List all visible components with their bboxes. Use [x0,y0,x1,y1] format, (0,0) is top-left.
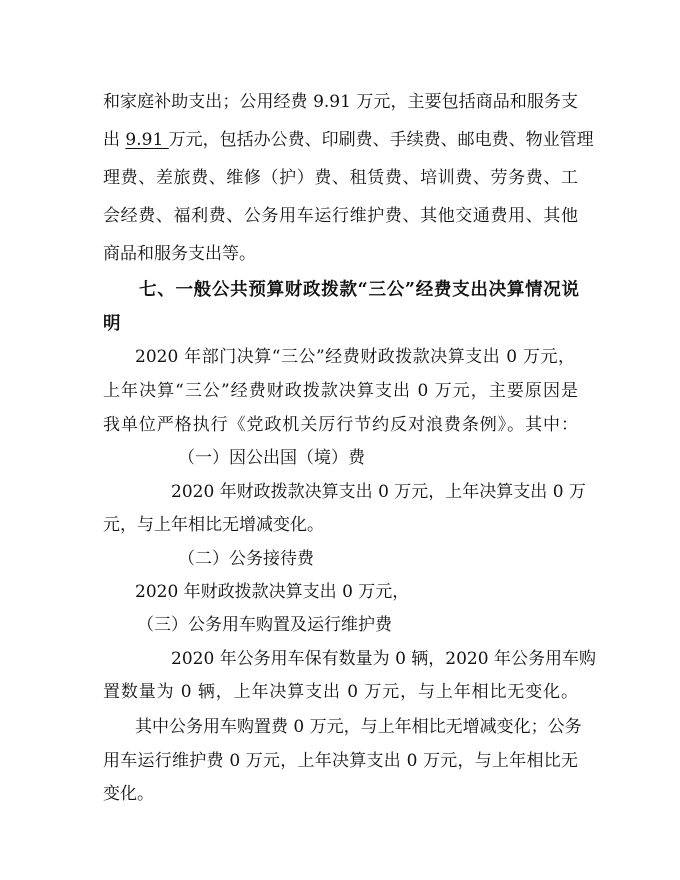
paragraph-line: 用车运行维护费 0 万元，上年决算支出 0 万元，与上年相比无 [103,751,578,771]
underlined-amount: 9.91 [125,130,169,150]
paragraph-line: 上年决算“三公”经费财政拨款决算支出 0 万元，主要原因是 [103,381,578,401]
paragraph-line: 其中公务用车购置费 0 万元，与上年相比无增减变化；公务 [135,717,582,737]
subsection-title: （二）公务接待费 [178,549,314,569]
paragraph-line: 置数量为 0 辆，上年决算支出 0 万元，与上年相比无变化。 [103,682,578,702]
paragraph-line: 2020 年公务用车保有数量为 0 辆，2020 年公务用车购 [171,649,596,669]
text-fragment: 出 [103,130,126,150]
subsection-title: （一）因公出国（境）费 [178,448,365,468]
subsection-title: （三）公务用车购置及运行维护费 [137,615,392,635]
paragraph-line: 和家庭补助支出；公用经费 9.91 万元，主要包括商品和服务支 [103,92,578,112]
paragraph-line [103,129,594,151]
paragraph-line: 商品和服务支出等。 [103,244,256,264]
paragraph-line: 变化。 [103,784,154,804]
paragraph-line: 会经费、福利费、公务用车运行维护费、其他交通费用、其他 [103,206,578,226]
paragraph-line: 2020 年部门决算“三公”经费财政拨款决算支出 0 万元， [135,347,575,367]
text-fragment: 万元，包括办公费、印刷费、手续费、邮电费、物业管理 [168,130,594,150]
section-heading: 七、一般公共预算财政拨款“三公”经费支出决算情况说 [139,280,579,300]
paragraph-line: 2020 年财政拨款决算支出 0 万元，上年决算支出 0 万 [171,482,586,502]
paragraph-line: 理费、差旅费、维修（护）费、租赁费、培训费、劳务费、工 [103,168,578,188]
paragraph-line: 我单位严格执行《党政机关厉行节约反对浪费条例》。其中： [103,415,578,435]
paragraph-line: 2020 年财政拨款决算支出 0 万元， [135,582,410,602]
paragraph-line: 元，与上年相比无增减变化。 [103,515,324,535]
section-heading-continued: 明 [103,314,121,334]
